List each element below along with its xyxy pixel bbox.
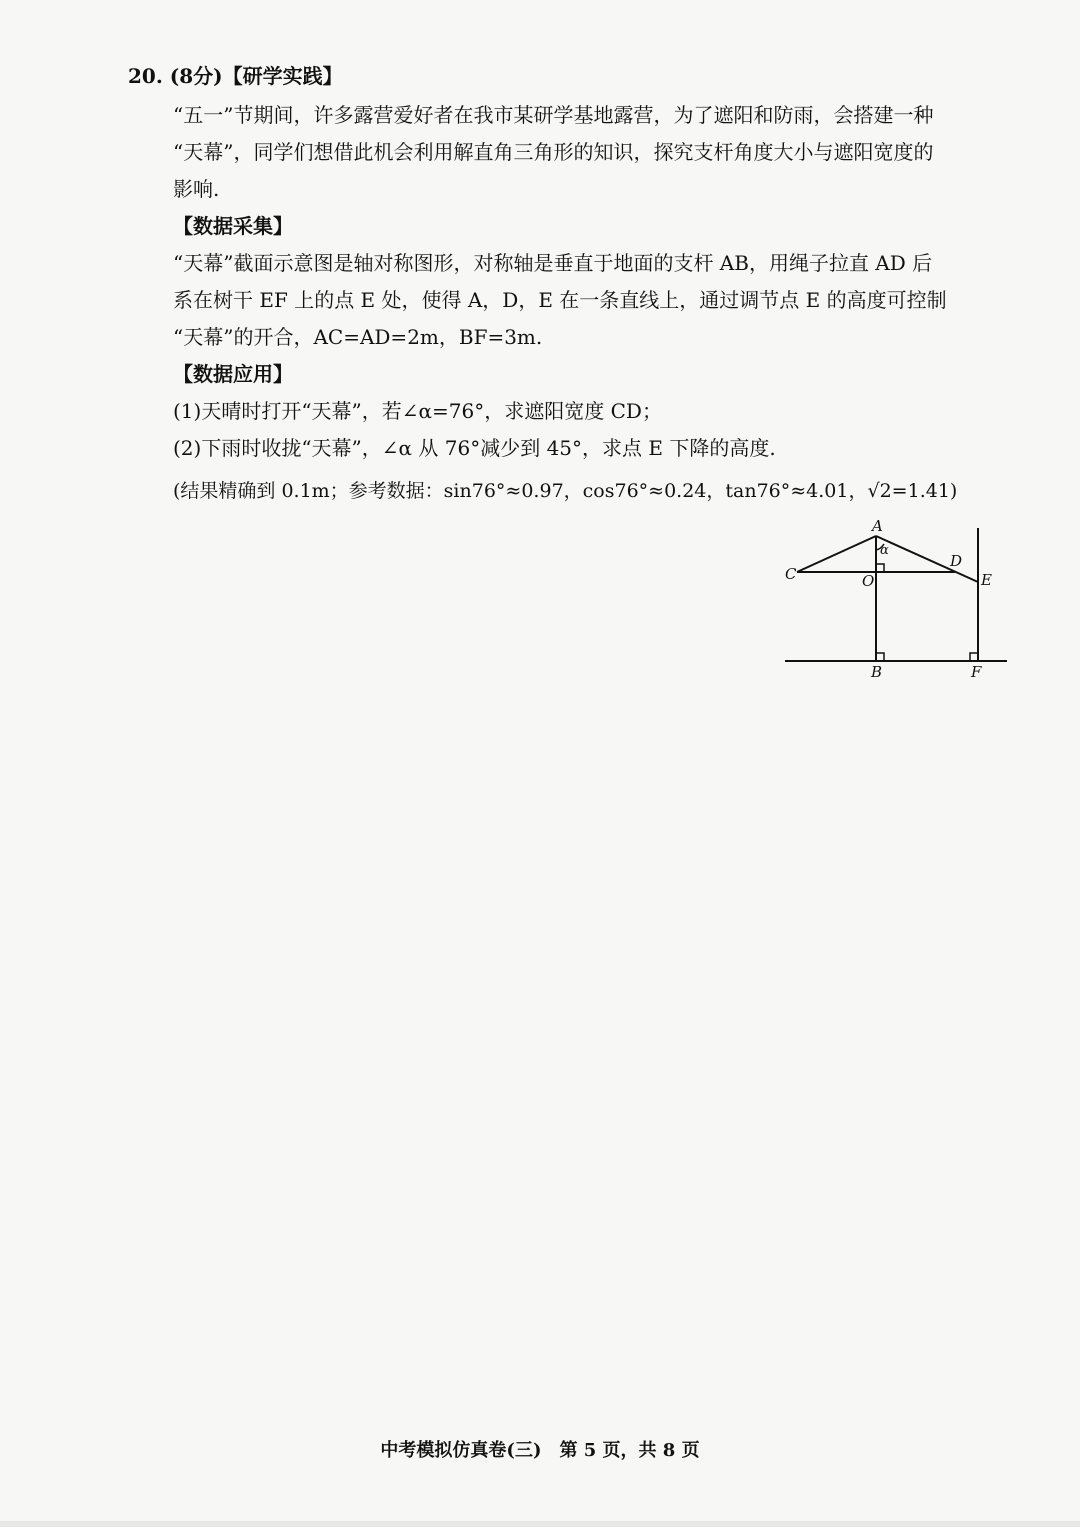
label-D: D: [950, 552, 963, 570]
angle-alpha-arc: [876, 544, 884, 550]
segment-AE: [876, 536, 978, 582]
question-header: 20. (8分)【研学实践】: [128, 64, 343, 88]
reference-note: (结果精确到 0.1m；参考数据：sin76°≈0.97，cos76°≈0.24，tan76°≈4.01，√2=1.41): [173, 480, 958, 502]
intro-line-2: “天幕”，同学们想借此机会利用解直角三角形的知识，探究支杆角度大小与遮阳宽度的: [173, 140, 934, 164]
right-angle-B: [876, 653, 884, 661]
sub-question-1: (1)天晴时打开“天幕”，若∠α=76°，求遮阳宽度 CD；: [173, 399, 662, 423]
intro-line-3: 影响.: [173, 177, 220, 201]
segment-AC: [797, 536, 876, 572]
collect-line-1: “天幕”截面示意图是轴对称图形，对称轴是垂直于地面的支杆 AB，用绳子拉直 AD 后: [173, 251, 933, 275]
label-A: A: [872, 517, 883, 535]
page-bottom-edge: [0, 1521, 1080, 1527]
sub-question-2: (2)下雨时收拢“天幕”，∠α 从 76°减少到 45°，求点 E 下降的高度.: [173, 436, 776, 460]
label-F: F: [971, 663, 982, 681]
section-data-collection: 【数据采集】: [173, 214, 293, 238]
right-angle-F: [970, 653, 978, 661]
page-footer: 中考模拟仿真卷(三) 第 5 页，共 8 页: [380, 1440, 700, 1461]
right-angle-O: [876, 564, 884, 572]
label-E: E: [981, 571, 992, 589]
intro-line-1: “五一”节期间，许多露营爱好者在我市某研学基地露营，为了遮阳和防雨，会搭建一种: [173, 103, 934, 127]
collect-line-3: “天幕”的开合，AC=AD=2m，BF=3m.: [173, 325, 543, 349]
section-data-application: 【数据应用】: [173, 362, 293, 386]
label-alpha: α: [880, 543, 889, 558]
label-C: C: [785, 565, 797, 583]
label-B: B: [871, 663, 883, 681]
label-O: O: [862, 572, 875, 590]
collect-line-2: 系在树干 EF 上的点 E 处，使得 A，D，E 在一条直线上，通过调节点 E 的高度可控制: [173, 288, 947, 312]
